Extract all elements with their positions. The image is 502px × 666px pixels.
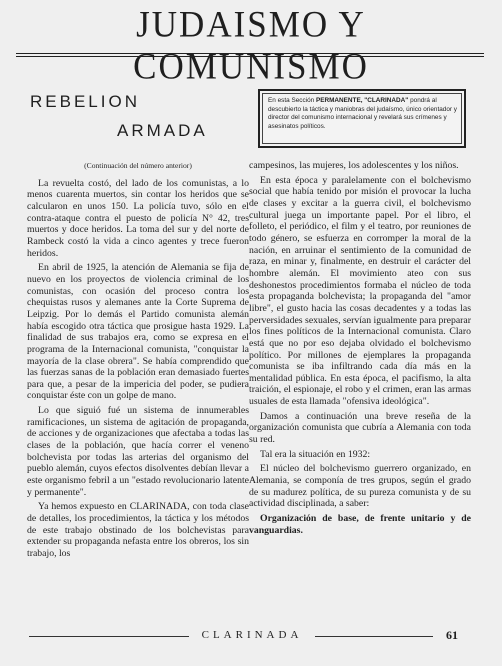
notice-rest: pondrá al descubierto la táctica y maniobras del judaísmo, único orientador y director del comunismo internacional y revelará sus crímenes y asesinatos políticos. (268, 97, 457, 130)
body-paragraph: El núcleo del bolchevismo guerrero organizado, en Alemania, se componía de tres grupos, según el grado de su madurez política, de su pureza comunista y de su actividad disciplinada, a saber: (249, 463, 471, 510)
body-paragraph: Lo que siguió fué un sistema de innumerables ramificaciones, un sistema de agitación de propaganda, de acciones y de organizaciones que afectaba a todas las clases de la población, que hacía correr el veneno bolchevista por todas las arterias del organismo del pueblo alemán, cuyos efectos disolventes debían llevar a este organismo febril a un "estado revolucionario latente y permanente". (27, 405, 249, 498)
footer-rule-right (315, 636, 433, 637)
footer-rule-left (29, 636, 189, 637)
footer-brand: CLARINADA (201, 629, 303, 641)
body-paragraph: La revuelta costó, del lado de los comunistas, a lo menos cuarenta muertos, sin contar los heridos que se calcularon en unos 150. La policía tuvo, sólo en el contra-ataque contra el puesto de policía N° 42, tres muertos y doce heridos. La toma del sur y del norte de Rambeck costó la vida a cinco agentes y trece fueron heridos. (27, 177, 249, 259)
body-paragraph: Damos a continuación una breve reseña de la organización comunista que cubría a Alemania con toda su red. (249, 410, 471, 446)
section-title-line1: REBELION (30, 92, 140, 111)
body-paragraph-bold: Organización de base, de frente unitario y de vanguardias. (249, 513, 471, 536)
page-number: 61 (446, 628, 458, 642)
title-rule-thin (16, 56, 484, 57)
right-column (249, 160, 471, 539)
section-title-line2: ARMADA (117, 121, 208, 140)
body-paragraph: Ya hemos expuesto en CLARINADA, con toda clase de detalles, los procedimientos, la táctica y los métodos de este trabajo obstinado de los bolchevistas para extender su propaganda nefasta entre los obreros, los sin trabajo, los (27, 501, 249, 559)
continuation-note: (Continuación del número anterior) (84, 161, 192, 170)
section-notice-box (258, 89, 466, 148)
body-paragraph: campesinos, las mujeres, los adolescentes y los niños. (249, 160, 459, 171)
section-notice-text (268, 97, 460, 131)
title-rule (16, 53, 484, 54)
body-paragraph: En abril de 1925, la atención de Alemania se fija de nuevo en los proyectos de violencia criminal de los comunistas, con ocasión del proceso contra los chequistas rusos y alemanes ante la Corte Suprema de Leipzig. Por lo demás el Partido comunista alemán había escogido otra táctica que prosigue hasta 1929. La finalidad de sus trabajos era, como se expresa en el programa de la Internacional comunista, "conquistar la mayoría de la clase obrera". Se había comprendido que las fuerzas sanas de la población eran demasiado fuertes para que, a pesar de la impericia del poder, se pudiera conquistar éste con un golpe de mano. (27, 262, 249, 402)
body-paragraph: Tal era la situación en 1932: (260, 448, 371, 460)
left-column (27, 160, 249, 563)
page-title: JUDAISMO Y COMUNISMO (133, 4, 369, 87)
body-paragraph: En esta época y paralelamente con el bolchevismo social que había tenido por misión el provocar la lucha de clases y excitar a la guerra civil, el bolchevismo cultural juega un importante papel. Por el libro, el folleto, el periódico, el film y el teatro, por reuniones de todo género, se esfuerza en corromper la moral de la nación, en arruinar el sentimiento de la comunidad de raza, en minar y, finalmente, en destruir el carácter del hombre alemán. El movimiento ateo con sus deshonestos procedimientos formaba el núcleo de toda esta propaganda bolchevista; la propaganda del "amor libre", el gusto hacia las cosas decadentes y a todas las perversidades sexuales, servían igualmente para preparar los fines políticos de la Internacional comunista. Claro está que no por eso dejaba olvidado el bolchevismo político. Por millones de ejemplares la propaganda comunista se iba infiltrando cada día más en la mentalidad pública. En esta época, el pacifismo, la alta traición, el espionaje, el robo y el crimen, eran las armas usuales de esta llamada "ofensiva ideológica". (249, 174, 471, 408)
notice-lead: En esta Sección (268, 97, 316, 104)
notice-bold: PERMANENTE, "CLARINADA" (315, 97, 409, 104)
